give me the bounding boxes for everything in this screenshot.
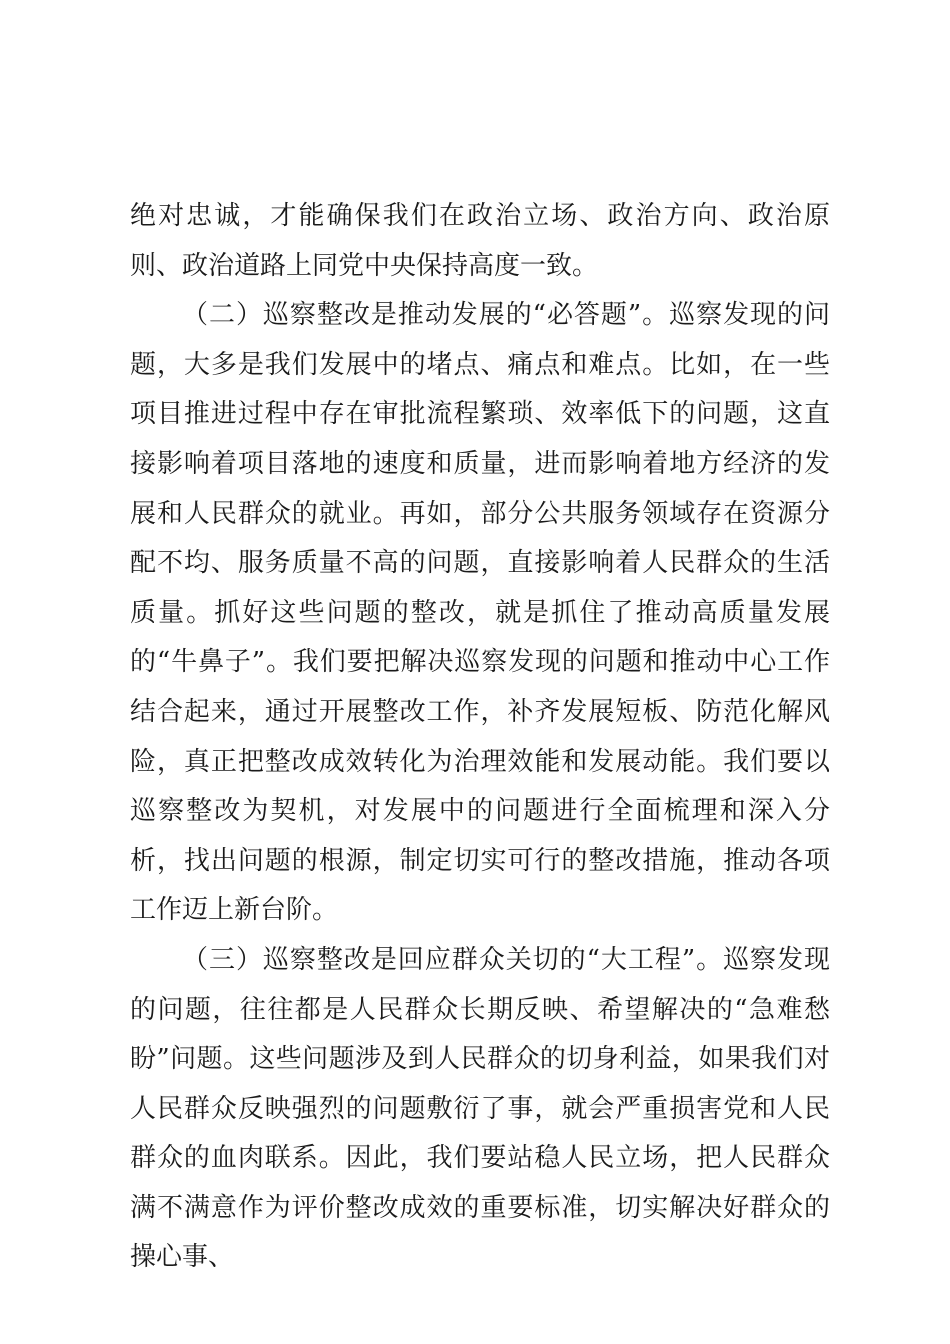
paragraph-section-two: （二）巡察整改是推动发展的“必答题”。巡察发现的问题，大多是我们发展中的堵点、痛点和难点。比如，在一些项目推进过程中存在审批流程繁琐、效率低下的问题，这直接影响着项目落地的速度和质量，进而影响着地方经济的发展和人民群众的就业。再如，部分公共服务领域存在资源分配不均、服务质量不高的问题，直接影响着人民群众的生活质量。抓好这些问题的整改，就是抓住了推动高质量发展的“牛鼻子”。我们要把解决巡察发现的问题和推动中心工作结合起来，通过开展整改工作，补齐发展短板、防范化解风险，真正把整改成效转化为治理效能和发展动能。我们要以巡察整改为契机，对发展中的问题进行全面梳理和深入分析，找出问题的根源，制定切实可行的整改措施，推动各项工作迈上新台阶。 [130,300,830,926]
paragraph-continuation: 绝对忠诚，才能确保我们在政治立场、政治方向、政治原则、政治道路上同党中央保持高度一致。 [130,201,830,281]
body-text [130,192,830,1283]
paragraph-section-three: （三）巡察整改是回应群众关切的“大工程”。巡察发现的问题，往往都是人民群众长期反映、希望解决的“急难愁盼”问题。这些问题涉及到人民群众的切身利益，如果我们对人民群众反映强烈的问题敷衍了事，就会严重损害党和人民群众的血肉联系。因此，我们要站稳人民立场，把人民群众满不满意作为评价整改成效的重要标准，切实解决好群众的操心事、 [130,944,830,1273]
